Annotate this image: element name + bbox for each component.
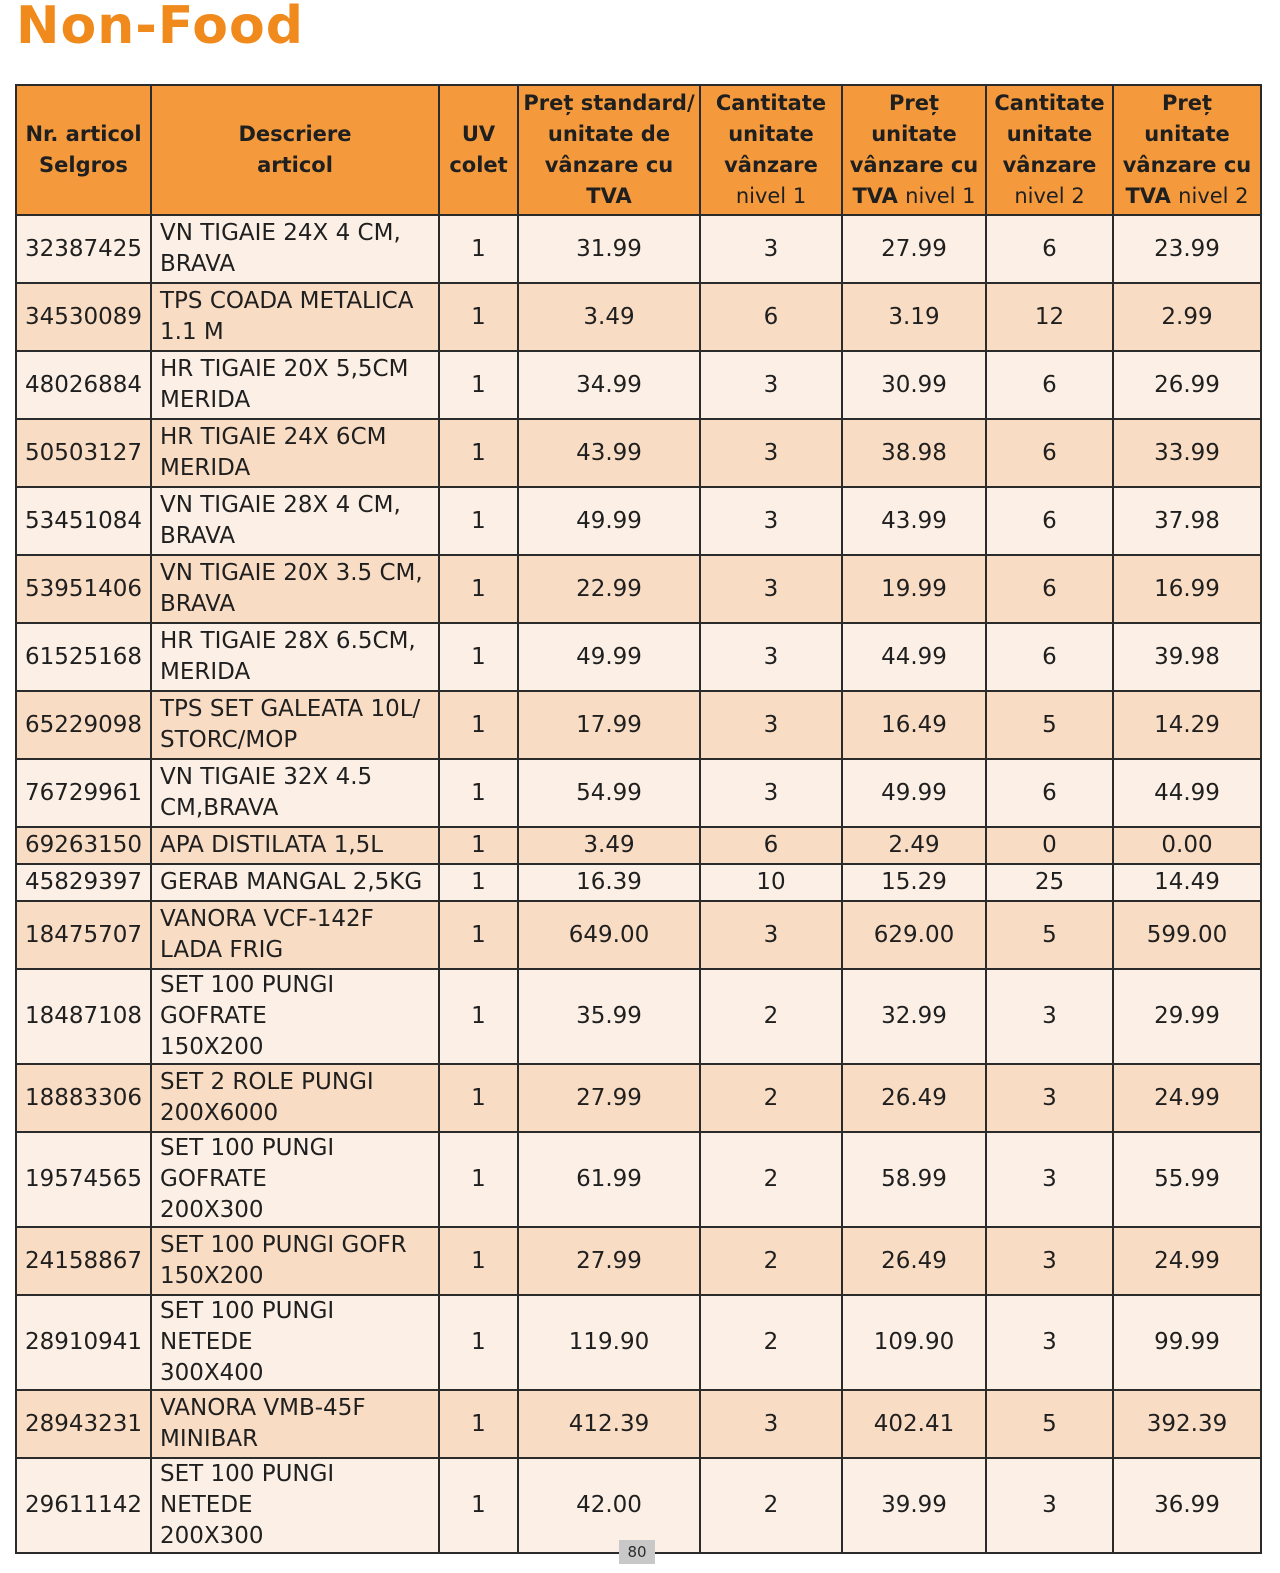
table-row — [16, 759, 1261, 827]
description-line: TPS SET GALEATA 10L/ — [160, 696, 421, 722]
table-row — [16, 1458, 1261, 1553]
cell-pret-nivel-2: 0.00 — [1113, 827, 1261, 864]
description-line: MINIBAR — [160, 1426, 259, 1452]
cell-pret-standard: 49.99 — [518, 487, 700, 555]
cell-cantitate-nivel-2: 6 — [986, 215, 1113, 283]
cell-cantitate-nivel-1: 3 — [700, 623, 842, 691]
cell-cantitate-nivel-2: 5 — [986, 691, 1113, 759]
cell-pret-nivel-1: 27.99 — [842, 215, 986, 283]
cell-pret-nivel-2: 36.99 — [1113, 1458, 1261, 1553]
cell-cantitate-nivel-1: 3 — [700, 215, 842, 283]
description-line: SET 100 PUNGI GOFR — [160, 1232, 407, 1258]
cell-pret-nivel-2: 99.99 — [1113, 1295, 1261, 1390]
cell-pret-nivel-2: 37.98 — [1113, 487, 1261, 555]
cell-cantitate-nivel-1: 3 — [700, 419, 842, 487]
cell-pret-nivel-2: 2.99 — [1113, 283, 1261, 351]
cell-cantitate-nivel-1: 2 — [700, 969, 842, 1064]
cell-pret-nivel-1: 32.99 — [842, 969, 986, 1064]
cell-cantitate-nivel-1: 3 — [700, 759, 842, 827]
description-line: TPS COADA METALICA — [160, 288, 414, 314]
cell-pret-nivel-1: 19.99 — [842, 555, 986, 623]
cell-pret-nivel-2: 44.99 — [1113, 759, 1261, 827]
cell-uv-colet: 1 — [439, 969, 518, 1064]
cell-cantitate-nivel-2: 3 — [986, 1295, 1113, 1390]
cell-descriere — [151, 419, 439, 487]
cell-cantitate-nivel-2: 6 — [986, 487, 1113, 555]
header-pret-nivel-2: Preț unitate vânzare cu TVA nivel 2 — [1113, 85, 1261, 215]
cell-descriere — [151, 1458, 439, 1553]
cell-pret-standard: 27.99 — [518, 1064, 700, 1132]
description-line: MERIDA — [160, 387, 251, 413]
cell-cantitate-nivel-2: 3 — [986, 1132, 1113, 1227]
cell-cantitate-nivel-2: 3 — [986, 1458, 1113, 1553]
cell-descriere — [151, 1390, 439, 1458]
cell-pret-standard: 412.39 — [518, 1390, 700, 1458]
description-line: HR TIGAIE 28X 6.5CM, — [160, 628, 416, 654]
cell-pret-nivel-2: 29.99 — [1113, 969, 1261, 1064]
cell-uv-colet: 1 — [439, 1390, 518, 1458]
cell-pret-nivel-2: 16.99 — [1113, 555, 1261, 623]
description-line: MERIDA — [160, 659, 251, 685]
cell-nr-articol: 50503127 — [16, 419, 151, 487]
cell-descriere — [151, 215, 439, 283]
cell-nr-articol: 53451084 — [16, 487, 151, 555]
cell-pret-standard: 49.99 — [518, 623, 700, 691]
cell-descriere — [151, 827, 439, 864]
cell-pret-standard: 61.99 — [518, 1132, 700, 1227]
cell-pret-nivel-1: 3.19 — [842, 283, 986, 351]
cell-cantitate-nivel-1: 3 — [700, 487, 842, 555]
description-line: SET 100 PUNGI NETEDE — [160, 1461, 335, 1518]
cell-pret-standard: 3.49 — [518, 283, 700, 351]
cell-cantitate-nivel-1: 6 — [700, 827, 842, 864]
cell-cantitate-nivel-2: 6 — [986, 555, 1113, 623]
cell-pret-nivel-2: 33.99 — [1113, 419, 1261, 487]
table-row — [16, 901, 1261, 969]
description-line: SET 100 PUNGI GOFRATE — [160, 972, 335, 1029]
cell-cantitate-nivel-2: 6 — [986, 419, 1113, 487]
cell-pret-nivel-1: 402.41 — [842, 1390, 986, 1458]
cell-nr-articol: 76729961 — [16, 759, 151, 827]
cell-nr-articol: 28943231 — [16, 1390, 151, 1458]
cell-nr-articol: 45829397 — [16, 864, 151, 901]
cell-pret-nivel-2: 26.99 — [1113, 351, 1261, 419]
cell-pret-standard: 3.49 — [518, 827, 700, 864]
cell-pret-nivel-2: 24.99 — [1113, 1064, 1261, 1132]
description-line: 200X6000 — [160, 1100, 279, 1126]
page-title: Non-Food — [16, 0, 304, 56]
description-line: MERIDA — [160, 455, 251, 481]
cell-cantitate-nivel-1: 3 — [700, 555, 842, 623]
cell-cantitate-nivel-2: 3 — [986, 969, 1113, 1064]
cell-pret-nivel-2: 392.39 — [1113, 1390, 1261, 1458]
table-row — [16, 691, 1261, 759]
cell-nr-articol: 19574565 — [16, 1132, 151, 1227]
description-line: STORC/MOP — [160, 727, 298, 753]
cell-pret-nivel-1: 49.99 — [842, 759, 986, 827]
cell-uv-colet: 1 — [439, 1458, 518, 1553]
cell-cantitate-nivel-1: 3 — [700, 1390, 842, 1458]
cell-uv-colet: 1 — [439, 623, 518, 691]
cell-cantitate-nivel-1: 2 — [700, 1132, 842, 1227]
cell-cantitate-nivel-2: 6 — [986, 623, 1113, 691]
cell-descriere — [151, 691, 439, 759]
cell-descriere — [151, 759, 439, 827]
table-header-row — [16, 85, 1261, 215]
description-line: VN TIGAIE 20X 3.5 CM, — [160, 560, 423, 586]
cell-cantitate-nivel-2: 25 — [986, 864, 1113, 901]
cell-uv-colet: 1 — [439, 1132, 518, 1227]
cell-pret-standard: 16.39 — [518, 864, 700, 901]
table-row — [16, 555, 1261, 623]
cell-pret-nivel-2: 24.99 — [1113, 1227, 1261, 1295]
description-line: HR TIGAIE 24X 6CM — [160, 424, 387, 450]
cell-cantitate-nivel-2: 0 — [986, 827, 1113, 864]
cell-descriere — [151, 487, 439, 555]
page-number: 80 — [619, 1540, 655, 1564]
cell-cantitate-nivel-2: 3 — [986, 1064, 1113, 1132]
description-line: HR TIGAIE 20X 5,5CM — [160, 356, 409, 382]
description-line: 1.1 M — [160, 319, 224, 345]
cell-cantitate-nivel-1: 3 — [700, 351, 842, 419]
cell-cantitate-nivel-2: 5 — [986, 1390, 1113, 1458]
table-row — [16, 351, 1261, 419]
cell-uv-colet: 1 — [439, 1064, 518, 1132]
table-row — [16, 1227, 1261, 1295]
cell-pret-standard: 649.00 — [518, 901, 700, 969]
cell-uv-colet: 1 — [439, 419, 518, 487]
description-line: GERAB MANGAL 2,5KG — [160, 869, 423, 895]
table-row — [16, 827, 1261, 864]
cell-nr-articol: 18883306 — [16, 1064, 151, 1132]
cell-nr-articol: 18487108 — [16, 969, 151, 1064]
cell-cantitate-nivel-1: 3 — [700, 691, 842, 759]
cell-nr-articol: 24158867 — [16, 1227, 151, 1295]
description-line: 300X400 — [160, 1360, 264, 1386]
cell-descriere — [151, 283, 439, 351]
cell-pret-nivel-2: 39.98 — [1113, 623, 1261, 691]
description-line: VN TIGAIE 24X 4 CM, — [160, 220, 401, 246]
table-row — [16, 864, 1261, 901]
cell-pret-standard: 35.99 — [518, 969, 700, 1064]
cell-descriere — [151, 901, 439, 969]
cell-uv-colet: 1 — [439, 759, 518, 827]
cell-nr-articol: 18475707 — [16, 901, 151, 969]
cell-cantitate-nivel-2: 12 — [986, 283, 1113, 351]
price-table — [15, 84, 1262, 1554]
cell-nr-articol: 69263150 — [16, 827, 151, 864]
cell-uv-colet: 1 — [439, 1227, 518, 1295]
cell-cantitate-nivel-2: 6 — [986, 351, 1113, 419]
cell-uv-colet: 1 — [439, 351, 518, 419]
cell-pret-nivel-2: 599.00 — [1113, 901, 1261, 969]
table-row — [16, 215, 1261, 283]
cell-uv-colet: 1 — [439, 215, 518, 283]
cell-pret-nivel-1: 2.49 — [842, 827, 986, 864]
table-body — [16, 215, 1261, 1553]
cell-pret-nivel-1: 38.98 — [842, 419, 986, 487]
header-cantitate-nivel-1: Cantitate unitate vânzare nivel 1 — [700, 85, 842, 215]
description-line: 150X200 — [160, 1034, 264, 1060]
cell-pret-standard: 119.90 — [518, 1295, 700, 1390]
cell-descriere — [151, 969, 439, 1064]
cell-descriere — [151, 864, 439, 901]
cell-pret-nivel-1: 109.90 — [842, 1295, 986, 1390]
cell-pret-standard: 42.00 — [518, 1458, 700, 1553]
cell-pret-nivel-1: 26.49 — [842, 1064, 986, 1132]
cell-descriere — [151, 1064, 439, 1132]
header-pret-nivel-1: Preț unitate vânzare cu TVA nivel 1 — [842, 85, 986, 215]
cell-uv-colet: 1 — [439, 1295, 518, 1390]
description-line: APA DISTILATA 1,5L — [160, 832, 384, 858]
description-line: 200X300 — [160, 1523, 264, 1549]
description-line: VANORA VMB-45F — [160, 1395, 366, 1421]
cell-pret-nivel-1: 43.99 — [842, 487, 986, 555]
cell-uv-colet: 1 — [439, 827, 518, 864]
cell-descriere — [151, 1132, 439, 1227]
table-row — [16, 1295, 1261, 1390]
cell-cantitate-nivel-1: 2 — [700, 1064, 842, 1132]
cell-uv-colet: 1 — [439, 555, 518, 623]
table-row — [16, 1132, 1261, 1227]
cell-cantitate-nivel-1: 2 — [700, 1227, 842, 1295]
header-descriere: Descriere articol — [151, 85, 439, 215]
cell-uv-colet: 1 — [439, 901, 518, 969]
description-line: SET 100 PUNGI NETEDE — [160, 1298, 335, 1355]
cell-pret-nivel-1: 16.49 — [842, 691, 986, 759]
description-line: VN TIGAIE 28X 4 CM, — [160, 492, 401, 518]
cell-cantitate-nivel-1: 10 — [700, 864, 842, 901]
description-line: BRAVA — [160, 523, 236, 549]
table-row — [16, 419, 1261, 487]
cell-pret-standard: 27.99 — [518, 1227, 700, 1295]
description-line: VN TIGAIE 32X 4.5 — [160, 764, 373, 790]
description-line: BRAVA — [160, 251, 236, 277]
cell-nr-articol: 34530089 — [16, 283, 151, 351]
cell-pret-nivel-1: 26.49 — [842, 1227, 986, 1295]
cell-descriere — [151, 623, 439, 691]
cell-pret-nivel-1: 44.99 — [842, 623, 986, 691]
header-nr-articol: Nr. articol Selgros — [16, 85, 151, 215]
description-line: CM,BRAVA — [160, 795, 279, 821]
table-row — [16, 969, 1261, 1064]
cell-cantitate-nivel-1: 2 — [700, 1295, 842, 1390]
header-pret-standard: Preț standard/ unitate de vânzare cu TVA — [518, 85, 700, 215]
cell-cantitate-nivel-1: 3 — [700, 901, 842, 969]
table-row — [16, 623, 1261, 691]
description-line: BRAVA — [160, 591, 236, 617]
cell-uv-colet: 1 — [439, 691, 518, 759]
table-row — [16, 487, 1261, 555]
cell-cantitate-nivel-1: 2 — [700, 1458, 842, 1553]
cell-pret-nivel-1: 39.99 — [842, 1458, 986, 1553]
cell-pret-nivel-2: 55.99 — [1113, 1132, 1261, 1227]
description-line: VANORA VCF-142F — [160, 906, 374, 932]
cell-pret-nivel-1: 30.99 — [842, 351, 986, 419]
table-row — [16, 1390, 1261, 1458]
cell-pret-nivel-1: 58.99 — [842, 1132, 986, 1227]
cell-pret-nivel-1: 15.29 — [842, 864, 986, 901]
cell-pret-nivel-2: 23.99 — [1113, 215, 1261, 283]
cell-cantitate-nivel-2: 6 — [986, 759, 1113, 827]
description-line: LADA FRIG — [160, 937, 284, 963]
cell-uv-colet: 1 — [439, 864, 518, 901]
description-line: 200X300 — [160, 1197, 264, 1223]
cell-uv-colet: 1 — [439, 487, 518, 555]
cell-nr-articol: 53951406 — [16, 555, 151, 623]
description-line: SET 2 ROLE PUNGI — [160, 1069, 374, 1095]
cell-descriere — [151, 555, 439, 623]
header-uv-colet: UV colet — [439, 85, 518, 215]
cell-descriere — [151, 351, 439, 419]
cell-pret-standard: 43.99 — [518, 419, 700, 487]
cell-descriere — [151, 1295, 439, 1390]
cell-pret-standard: 54.99 — [518, 759, 700, 827]
table-row — [16, 1064, 1261, 1132]
cell-cantitate-nivel-2: 5 — [986, 901, 1113, 969]
cell-nr-articol: 28910941 — [16, 1295, 151, 1390]
cell-descriere — [151, 1227, 439, 1295]
cell-cantitate-nivel-2: 3 — [986, 1227, 1113, 1295]
description-line: SET 100 PUNGI GOFRATE — [160, 1135, 335, 1192]
cell-pret-nivel-1: 629.00 — [842, 901, 986, 969]
cell-pret-standard: 22.99 — [518, 555, 700, 623]
cell-nr-articol: 32387425 — [16, 215, 151, 283]
cell-pret-standard: 34.99 — [518, 351, 700, 419]
cell-pret-standard: 31.99 — [518, 215, 700, 283]
cell-nr-articol: 65229098 — [16, 691, 151, 759]
cell-cantitate-nivel-1: 6 — [700, 283, 842, 351]
description-line: 150X200 — [160, 1263, 264, 1289]
cell-nr-articol: 61525168 — [16, 623, 151, 691]
cell-pret-nivel-2: 14.29 — [1113, 691, 1261, 759]
cell-pret-nivel-2: 14.49 — [1113, 864, 1261, 901]
table-row — [16, 283, 1261, 351]
cell-uv-colet: 1 — [439, 283, 518, 351]
cell-nr-articol: 48026884 — [16, 351, 151, 419]
header-cantitate-nivel-2: Cantitate unitate vânzare nivel 2 — [986, 85, 1113, 215]
cell-pret-standard: 17.99 — [518, 691, 700, 759]
cell-nr-articol: 29611142 — [16, 1458, 151, 1553]
